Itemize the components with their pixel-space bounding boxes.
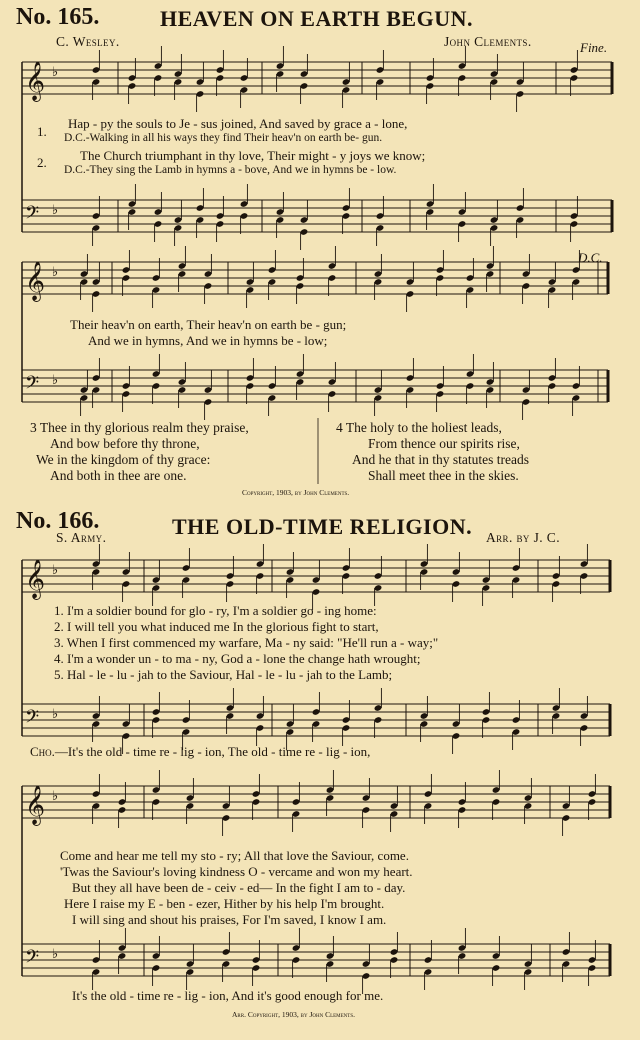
- bass-clef-icon: 𝄢: [25, 947, 40, 972]
- bass-clef-icon: 𝄢: [25, 373, 40, 398]
- flat-icon: ♭: [52, 947, 59, 962]
- hymn-number-165: No. 165.: [16, 4, 100, 30]
- composer-165: John Clements.: [444, 34, 532, 49]
- stanza-line: 3 Thee in thy glorious realm they praise,: [30, 420, 249, 435]
- lyric-line: Their heav'n on earth, Their heav'n on earth be - gun;: [70, 317, 347, 332]
- flat-icon: ♭: [52, 563, 59, 578]
- treble-clef-icon: 𝄞: [25, 261, 46, 301]
- lyric-line: Here I raise my E - ben - ezer, Hither by his help I'm brought.: [64, 896, 385, 911]
- verse-line: 4. I'm a wonder un - to ma - ny, God a - lone the change hath wrought;: [54, 651, 421, 666]
- lyric-line: But they all have been de - ceiv - ed— In the fight I am to - day.: [72, 880, 406, 895]
- verse-number: 2.: [37, 155, 47, 170]
- copyright-166: Arr. Copyright, 1903, by John Clements.: [232, 1010, 355, 1019]
- copyright-165: Copyright, 1903, by John Clements.: [242, 488, 350, 497]
- stanza-line: 4 The holy to the holiest leads,: [336, 420, 502, 435]
- lyric-line: Hap - py the souls to Je - sus joined, And saved by grace a - lone,: [68, 116, 408, 131]
- chorus-text: —It's the old - time re - lig - ion, The old - time re - lig - ion,: [54, 744, 371, 759]
- stanza-line: Shall meet thee in the skies.: [368, 468, 519, 483]
- flat-icon: ♭: [52, 789, 59, 804]
- chorus-label: Cho.: [30, 744, 55, 759]
- arranger-166: Arr. by J. C.: [486, 530, 560, 545]
- treble-clef-icon: 𝄞: [25, 559, 46, 599]
- hymn-title-165: HEAVEN ON EARTH BEGUN.: [160, 6, 473, 31]
- hymn-title-166: THE OLD-TIME RELIGION.: [172, 514, 473, 539]
- bass-clef-icon: 𝄢: [25, 203, 40, 228]
- fine-marker: Fine.: [580, 40, 608, 55]
- author-165: C. Wesley.: [56, 34, 120, 49]
- stanza-line: And he that in thy statutes treads: [352, 452, 529, 467]
- verse-line: 3. When I first commenced my warfare, Ma - ny said: "He'll run a - way;": [54, 635, 439, 650]
- lyric-line: 'Twas the Saviour's loving kindness O - vercame and won my heart.: [60, 864, 413, 879]
- treble-clef-icon: 𝄞: [25, 785, 46, 825]
- refrain-line: It's the old - time re - lig - ion, And it's good enough for me.: [72, 988, 384, 1003]
- verse-number: 1.: [37, 124, 47, 139]
- verse-line: 2. I will tell you what induced me In the glorious fight to start,: [54, 619, 379, 634]
- flat-icon: ♭: [52, 65, 59, 80]
- lyric-line: The Church triumphant in thy love, Their might - y joys we know;: [80, 148, 426, 163]
- stanza-line: From thence our spirits rise,: [368, 436, 520, 451]
- flat-icon: ♭: [52, 707, 59, 722]
- stanza-line: And both in thee are one.: [50, 468, 187, 483]
- stanza-line: And bow before thy throne,: [50, 436, 200, 451]
- flat-icon: ♭: [52, 373, 59, 388]
- treble-clef-icon: 𝄞: [25, 61, 46, 101]
- dc-marker: D.C.: [578, 250, 603, 265]
- flat-icon: ♭: [52, 265, 59, 280]
- author-166: S. Army.: [56, 530, 107, 545]
- lyric-line: D.C.-Walking in all his ways they find Their heav'n on earth be- gun.: [64, 132, 383, 144]
- chorus-line: [30, 744, 370, 760]
- lyric-line: I will sing and shout his praises, For I'm saved, I know I am.: [72, 912, 387, 927]
- lyric-line: D.C.-They sing the Lamb in hymns a - bove, And we in hymns be - low.: [64, 164, 397, 176]
- stanza-4: [336, 420, 529, 484]
- stanza-line: We in the kingdom of thy grace:: [36, 452, 211, 467]
- verse-line: 1. I'm a soldier bound for glo - ry, I'm a soldier go - ing home:: [54, 603, 377, 618]
- flat-icon: ♭: [52, 203, 59, 218]
- lyric-line: And we in hymns, And we in hymns be - low;: [88, 333, 328, 348]
- bass-clef-icon: 𝄢: [25, 707, 40, 732]
- stanza-3: [30, 420, 249, 484]
- hymn-number-166: No. 166.: [16, 508, 100, 534]
- verse-line: 5. Hal - le - lu - jah to the Saviour, Hal - le - lu - jah to the Lamb;: [54, 667, 393, 682]
- lyric-line: Come and hear me tell my sto - ry; All that love the Saviour, come.: [60, 848, 409, 863]
